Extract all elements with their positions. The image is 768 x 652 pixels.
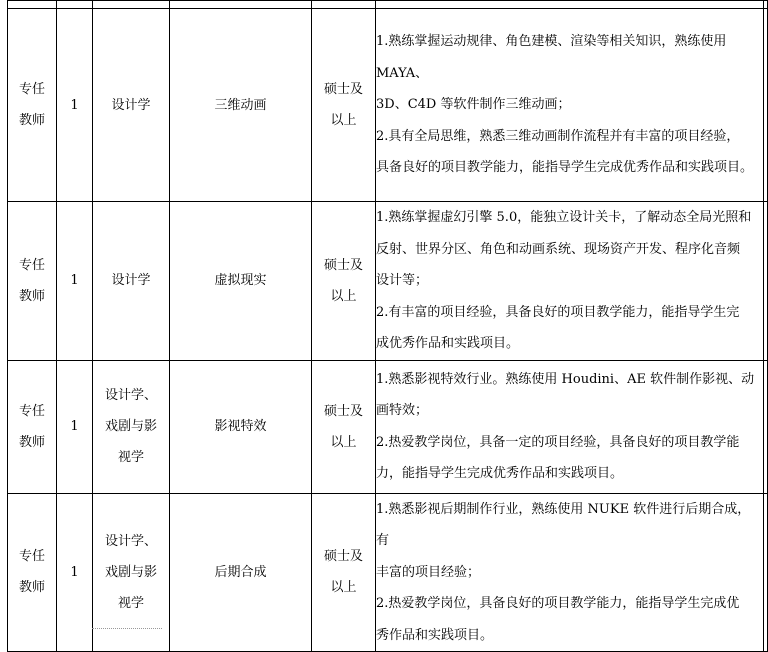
direction-cell: 影视特效 <box>170 360 312 493</box>
discipline-cell: 设计学、 戏剧与影 视学 <box>93 493 170 652</box>
table-row <box>8 9 768 202</box>
page-edge-rule <box>92 628 162 629</box>
requirements-cell: 1.熟练掌握虚幻引擎 5.0，能独立设计关卡，了解动态全局光照和 反射、世界分区、角色和动画系统、现场资产开发、程序化音频 设计等； 2.有丰富的项目经验，具备良好的项目教学能力，能指导学生完 成优秀作品和实践项目。 <box>376 202 764 361</box>
direction-cell: 虚拟现实 <box>170 202 312 361</box>
edge-cell <box>764 493 768 652</box>
edge-cell <box>764 9 768 202</box>
position-cell: 专任 教师 <box>8 360 57 493</box>
discipline-cell: 设计学、 戏剧与影 视学 <box>93 360 170 493</box>
degree-cell: 硕士及 以上 <box>312 202 376 361</box>
count-cell: 1 <box>57 493 93 652</box>
direction-cell: 后期合成 <box>170 493 312 652</box>
table-row-previous <box>8 1 768 9</box>
count-cell: 1 <box>57 9 93 202</box>
position-cell: 专任 教师 <box>8 9 57 202</box>
count-cell: 1 <box>57 360 93 493</box>
requirements-cell: 1.熟悉影视特效行业。熟练使用 Houdini、AE 软件制作影视、动 画特效； 2.热爱教学岗位，具备一定的项目经验，具备良好的项目教学能 力，能指导学生完成优秀作品和实践项目。 <box>376 360 764 493</box>
degree-cell: 硕士及 以上 <box>312 9 376 202</box>
table-row <box>8 360 768 493</box>
edge-cell <box>764 202 768 361</box>
requirements-cell: 1.熟悉影视后期制作行业，熟练使用 NUKE 软件进行后期合成，有 丰富的项目经验； 2.热爱教学岗位，具备良好的项目教学能力，能指导学生完成优 秀作品和实践项目。 <box>376 493 764 652</box>
requirements-cell: 1.熟练掌握运动规律、角色建模、渲染等相关知识，熟练使用 MAYA、 3D、C4D 等软件制作三维动画； 2.具有全局思维，熟悉三维动画制作流程并有丰富的项目经验， 具备良好的项目教学能力，能指导学生完成优秀作品和实践项目。 <box>376 9 764 202</box>
edge-cell <box>764 360 768 493</box>
direction-cell: 三维动画 <box>170 9 312 202</box>
table-row <box>8 202 768 361</box>
count-cell: 1 <box>57 202 93 361</box>
discipline-cell: 设计学 <box>93 202 170 361</box>
degree-cell: 硕士及 以上 <box>312 360 376 493</box>
degree-cell: 硕士及 以上 <box>312 493 376 652</box>
position-cell: 专任 教师 <box>8 202 57 361</box>
position-cell: 专任 教师 <box>8 493 57 652</box>
recruitment-table <box>7 0 768 652</box>
discipline-cell: 设计学 <box>93 9 170 202</box>
